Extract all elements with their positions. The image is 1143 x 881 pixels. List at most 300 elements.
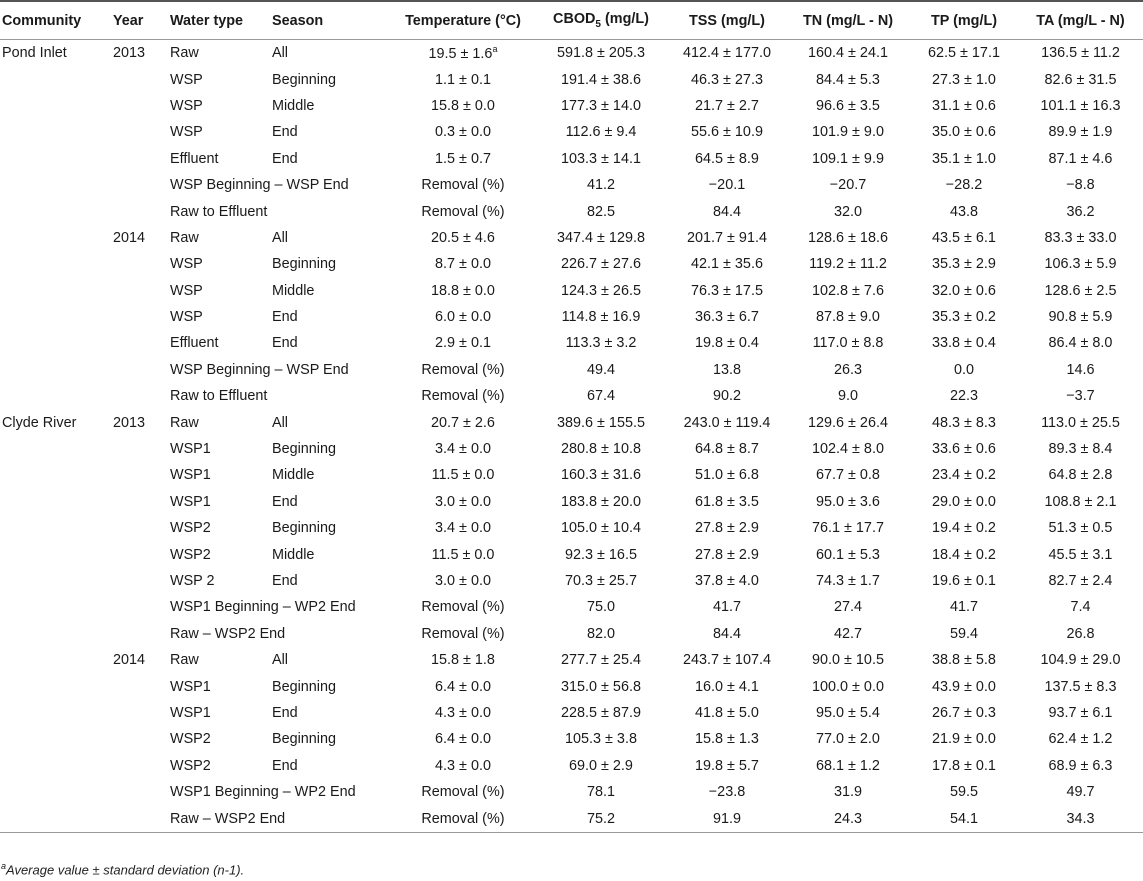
table-row: [0, 753, 1143, 779]
cell-tss: [668, 805, 786, 832]
cell-year: [113, 594, 170, 620]
cell-community: [0, 726, 113, 752]
cell-tp-value: 38.8 ± 5.8: [932, 652, 996, 669]
cell-ta-value: 104.9 ± 29.0: [1040, 652, 1121, 669]
cell-ta: [1018, 673, 1143, 699]
cell-tss: [668, 172, 786, 198]
cell-water-type: [170, 40, 272, 67]
table-row: [0, 489, 1143, 515]
cell-tp-value: 33.6 ± 0.6: [932, 441, 996, 458]
cell-year: [113, 700, 170, 726]
cell-tss: [668, 436, 786, 462]
cell-cbod-value: 347.4 ± 129.8: [557, 229, 645, 246]
cell-season-value: Beginning: [272, 731, 337, 748]
header-tn: TN (mg/L - N): [786, 1, 910, 40]
cell-tn-value: 117.0 ± 8.8: [812, 335, 884, 352]
cell-tp: [910, 673, 1018, 699]
cell-community: [0, 805, 113, 832]
table-row: [0, 568, 1143, 594]
cell-temperature: [392, 700, 534, 726]
cell-tss-value: 36.3 ± 6.7: [695, 309, 759, 326]
cell-tn-value: 74.3 ± 1.7: [816, 573, 880, 589]
cell-tn: [786, 621, 910, 647]
cell-water-type-value: WSP1: [170, 493, 211, 510]
cell-community: [0, 594, 113, 620]
cell-season: [272, 383, 392, 409]
cell-ta: [1018, 119, 1143, 145]
cell-water-type: [170, 278, 272, 304]
cell-season: [272, 700, 392, 726]
cell-water-type-value: Raw: [170, 414, 199, 431]
cell-tss-value: −20.1: [708, 177, 746, 194]
cell-year: [113, 541, 170, 567]
cell-temperature-value: Removal (%): [421, 625, 505, 642]
cell-community: [0, 330, 113, 356]
cell-tn-value: −20.7: [829, 177, 867, 194]
table-row: [0, 409, 1143, 435]
cell-temperature-value: 11.5 ± 0.0: [431, 546, 495, 563]
cell-ta-value: 7.4: [1070, 599, 1091, 616]
cell-tss-value: −23.8: [708, 784, 746, 801]
header-ta: TA (mg/L - N): [1018, 1, 1143, 40]
cell-tn-value: 67.7 ± 0.8: [816, 467, 880, 484]
cell-community: [0, 146, 113, 172]
cell-cbod: [534, 515, 668, 541]
cell-cbod-value: 75.2: [586, 810, 615, 827]
header-community: Community: [0, 1, 113, 40]
cell-tp-value: 17.8 ± 0.1: [932, 757, 996, 774]
cell-tn: [786, 700, 910, 726]
cell-cbod-value: 82.0: [586, 625, 615, 642]
cell-tp-value: 43.5 ± 6.1: [932, 229, 996, 246]
cell-cbod-value: 112.6 ± 9.4: [565, 124, 637, 141]
cell-water-type: [170, 779, 356, 805]
cell-cbod-value: 41.2: [586, 177, 615, 194]
cell-community: [0, 251, 113, 277]
cell-community: [0, 541, 113, 567]
cell-season: [272, 146, 392, 172]
cell-tn: [786, 251, 910, 277]
cell-temperature: [392, 198, 534, 224]
cell-tn-value: 77.0 ± 2.0: [816, 731, 880, 748]
cell-tn: [786, 198, 910, 224]
cell-cbod-value: 69.0 ± 2.9: [569, 757, 633, 774]
cell-ta: [1018, 409, 1143, 435]
cell-cbod: [534, 93, 668, 119]
cell-tn: [786, 172, 910, 198]
header-tss: TSS (mg/L): [668, 1, 786, 40]
cell-water-type-value: WSP2: [170, 731, 211, 748]
cell-tn: [786, 66, 910, 92]
cell-temperature: [392, 119, 534, 145]
cell-cbod-value: 70.3 ± 25.7: [565, 573, 637, 589]
cell-ta-value: 113.0 ± 25.5: [1041, 414, 1120, 431]
cell-season-value: End: [272, 493, 298, 510]
table-row: [0, 541, 1143, 567]
cell-tp-value: 19.6 ± 0.1: [932, 573, 996, 589]
cell-tss: [668, 489, 786, 515]
cell-cbod: [534, 805, 668, 832]
cell-tp: [910, 594, 1018, 620]
cell-water-type: [170, 726, 272, 752]
cell-cbod: [534, 146, 668, 172]
table-header: [0, 1, 1143, 40]
cell-ta-value: 137.5 ± 8.3: [1044, 678, 1117, 695]
cell-community: [0, 779, 113, 805]
cell-water-type-value: Raw – WSP2 End: [170, 810, 286, 827]
cell-ta: [1018, 805, 1143, 832]
cell-tss: [668, 726, 786, 752]
cell-tss-value: 37.8 ± 4.0: [695, 573, 759, 589]
table-row: [0, 700, 1143, 726]
cell-tss-value: 41.8 ± 5.0: [695, 704, 759, 721]
cell-season-value: End: [272, 124, 298, 141]
cell-temperature-value: 6.4 ± 0.0: [435, 731, 491, 748]
cell-ta: [1018, 330, 1143, 356]
cell-ta: [1018, 304, 1143, 330]
cell-tss-value: 42.1 ± 35.6: [691, 256, 763, 273]
cell-water-type: [170, 146, 272, 172]
cell-temperature-value: 6.0 ± 0.0: [435, 309, 491, 326]
cell-season-value: End: [272, 573, 298, 589]
cell-water-type-value: WSP: [170, 97, 203, 114]
cell-year: [113, 805, 170, 832]
cell-temperature: [392, 647, 534, 673]
cell-tp-value: 18.4 ± 0.2: [932, 546, 996, 563]
cell-tss-value: 91.9: [712, 810, 741, 827]
cell-tn-value: 119.2 ± 11.2: [809, 256, 887, 273]
cell-temperature-value: Removal (%): [421, 203, 505, 220]
cell-year-value: 2014: [113, 229, 146, 246]
cell-ta-value: 49.7: [1066, 784, 1095, 801]
cell-cbod-value: 277.7 ± 25.4: [561, 652, 641, 669]
cell-tn: [786, 805, 910, 832]
cell-season: [272, 93, 392, 119]
cell-water-type: [170, 225, 272, 251]
cell-cbod: [534, 462, 668, 488]
cell-water-type-value: WSP: [170, 124, 203, 141]
cell-tp-value: 48.3 ± 8.3: [932, 414, 996, 431]
cell-community: [0, 198, 113, 224]
table-row: [0, 673, 1143, 699]
header-cbod-prefix: CBOD: [553, 11, 596, 28]
cell-tp-value: 29.0 ± 0.0: [932, 493, 996, 510]
cell-season: [272, 673, 392, 699]
cell-tp: [910, 489, 1018, 515]
cell-temperature-value: 3.4 ± 0.0: [435, 441, 491, 458]
cell-temperature-value: 20.7 ± 2.6: [431, 414, 495, 431]
table-row: [0, 805, 1143, 832]
cell-season-value: End: [272, 704, 298, 721]
cell-tp: [910, 700, 1018, 726]
table-row: [0, 146, 1143, 172]
cell-tss: [668, 621, 786, 647]
cell-tn: [786, 753, 910, 779]
cell-temperature: [392, 66, 534, 92]
cell-temperature: [392, 409, 534, 435]
cell-water-type: [170, 119, 272, 145]
cell-cbod-value: 191.4 ± 38.6: [561, 71, 641, 88]
cell-season-value: End: [272, 757, 298, 774]
cell-ta-value: 90.8 ± 5.9: [1048, 309, 1113, 326]
cell-water-type-value: WSP: [170, 282, 203, 299]
cell-year: [113, 172, 170, 198]
cell-tn-value: 60.1 ± 5.3: [816, 546, 880, 563]
cell-temperature-value: Removal (%): [421, 361, 505, 378]
cell-tn-value: 87.8 ± 9.0: [816, 309, 880, 326]
header-cbod-subscript: 5: [595, 18, 601, 30]
cell-tss-value: 64.5 ± 8.9: [695, 150, 759, 167]
cell-water-type: [170, 753, 272, 779]
footnote: [1, 861, 244, 877]
table-row: [0, 330, 1143, 356]
cell-cbod: [534, 726, 668, 752]
cell-tn-value: 68.1 ± 1.2: [816, 757, 880, 774]
cell-year: [113, 489, 170, 515]
header-year: Year: [113, 1, 170, 40]
cell-temperature: [392, 489, 534, 515]
cell-tn: [786, 357, 910, 383]
cell-tn: [786, 225, 910, 251]
cell-temperature-value: 18.8 ± 0.0: [431, 282, 495, 299]
cell-tss: [668, 40, 786, 67]
footnote-text: Average value ± standard deviation (n-1).: [6, 862, 245, 878]
cell-cbod-value: 183.8 ± 20.0: [561, 493, 641, 510]
cell-temperature-value: Removal (%): [421, 784, 505, 801]
cell-season: [272, 40, 392, 67]
cell-temperature-value: 15.8 ± 1.8: [431, 652, 495, 669]
cell-ta-value: 82.7 ± 2.4: [1048, 573, 1113, 589]
cell-tss-value: 61.8 ± 3.5: [695, 493, 759, 510]
cell-tp: [910, 621, 1018, 647]
cell-temperature-value: 19.5 ± 1.6: [428, 46, 493, 63]
cell-tn: [786, 673, 910, 699]
cell-community: [0, 568, 113, 594]
cell-tp: [910, 753, 1018, 779]
cell-ta-value: 89.3 ± 8.4: [1048, 441, 1113, 458]
table-row: [0, 357, 1143, 383]
cell-water-type-value: Raw – WSP2 End: [170, 625, 286, 642]
cell-community: [0, 515, 113, 541]
cell-cbod: [534, 568, 668, 594]
cell-season-value: Beginning: [272, 520, 337, 537]
cell-tss: [668, 383, 786, 409]
cell-temperature-value: 3.0 ± 0.0: [435, 493, 491, 510]
cell-ta: [1018, 489, 1143, 515]
cell-cbod: [534, 330, 668, 356]
cell-ta: [1018, 40, 1143, 67]
table-row: [0, 40, 1143, 67]
cell-tp: [910, 304, 1018, 330]
cell-tss-value: 51.0 ± 6.8: [695, 467, 759, 484]
cell-ta-value: 86.4 ± 8.0: [1048, 335, 1113, 352]
cell-year: [113, 436, 170, 462]
cell-cbod-value: 280.8 ± 10.8: [561, 441, 641, 458]
cell-tn: [786, 489, 910, 515]
cell-tn-value: 129.6 ± 26.4: [808, 414, 888, 431]
table-body: [0, 40, 1143, 833]
cell-tss: [668, 278, 786, 304]
cell-community-value: Clyde River: [2, 414, 77, 431]
cell-cbod: [534, 198, 668, 224]
cell-tn: [786, 515, 910, 541]
cell-ta-value: 82.6 ± 31.5: [1044, 71, 1117, 88]
cell-ta: [1018, 594, 1143, 620]
cell-year: [113, 330, 170, 356]
cell-cbod-value: 114.8 ± 16.9: [561, 309, 641, 326]
header-row: [0, 1, 1143, 40]
cell-temperature: [392, 753, 534, 779]
cell-year: [113, 146, 170, 172]
cell-community: [0, 225, 113, 251]
cell-cbod-value: 105.3 ± 3.8: [565, 731, 637, 748]
cell-year: [113, 119, 170, 145]
cell-community: [0, 700, 113, 726]
cell-tss: [668, 541, 786, 567]
cell-season: [272, 726, 392, 752]
cell-ta: [1018, 515, 1143, 541]
cell-community: [0, 40, 113, 67]
cell-cbod: [534, 40, 668, 67]
footnote-marker: a: [1, 861, 7, 871]
cell-tn: [786, 647, 910, 673]
cell-cbod-value: 591.8 ± 205.3: [557, 45, 645, 62]
cell-tn-value: 90.0 ± 10.5: [812, 652, 884, 669]
cell-season: [272, 330, 392, 356]
cell-water-type-value: WSP2: [170, 757, 211, 774]
cell-tn-value: 100.0 ± 0.0: [812, 678, 884, 695]
cell-temperature-value: 4.3 ± 0.0: [435, 704, 491, 721]
cell-cbod-value: 67.4: [586, 388, 615, 405]
cell-cbod-value: 105.0 ± 10.4: [561, 520, 641, 537]
cell-community: [0, 278, 113, 304]
cell-tss: [668, 753, 786, 779]
cell-tp-value: 35.3 ± 2.9: [932, 256, 996, 273]
cell-tss: [668, 251, 786, 277]
cell-community-value: Pond Inlet: [2, 45, 67, 62]
cell-cbod: [534, 700, 668, 726]
cell-tn-value: 102.8 ± 7.6: [812, 282, 884, 299]
cell-season: [272, 462, 392, 488]
cell-temperature: [392, 383, 534, 409]
cell-tn: [786, 278, 910, 304]
cell-tp-value: 35.1 ± 1.0: [932, 150, 996, 167]
cell-water-type: [170, 304, 272, 330]
cell-temperature-value: 15.8 ± 0.0: [431, 97, 495, 114]
cell-ta: [1018, 436, 1143, 462]
cell-water-type-value: Raw to Effluent: [170, 388, 268, 405]
cell-tp-value: 19.4 ± 0.2: [932, 520, 996, 537]
cell-year-value: 2013: [113, 414, 146, 431]
cell-season: [272, 304, 392, 330]
cell-tp-value: 43.8: [949, 203, 978, 220]
cell-tss: [668, 225, 786, 251]
cell-year: [113, 515, 170, 541]
cell-temperature: [392, 673, 534, 699]
cell-ta: [1018, 726, 1143, 752]
cell-ta: [1018, 541, 1143, 567]
cell-water-type: [170, 647, 272, 673]
cell-community: [0, 409, 113, 435]
cell-tp: [910, 119, 1018, 145]
cell-season-value: All: [272, 414, 288, 431]
cell-season-value: Beginning: [272, 678, 337, 695]
cell-water-type-value: WSP Beginning – WSP End: [170, 361, 349, 378]
cell-temperature: [392, 278, 534, 304]
cell-tn: [786, 541, 910, 567]
cell-tss: [668, 119, 786, 145]
cell-tp-value: 59.4: [949, 625, 978, 642]
cell-temperature: [392, 805, 534, 832]
cell-tp-value: 41.7: [949, 599, 978, 616]
cell-year: [113, 779, 170, 805]
cell-cbod-value: 315.0 ± 56.8: [561, 678, 641, 695]
cell-tss: [668, 647, 786, 673]
cell-temperature: [392, 93, 534, 119]
table-row: [0, 66, 1143, 92]
cell-tn-value: 27.4: [833, 599, 862, 616]
cell-ta: [1018, 251, 1143, 277]
cell-community: [0, 357, 113, 383]
cell-tp: [910, 462, 1018, 488]
cell-tss-value: 19.8 ± 5.7: [695, 757, 759, 774]
cell-tn: [786, 568, 910, 594]
cell-temperature-value: 3.0 ± 0.0: [435, 573, 491, 589]
cell-tn-value: 160.4 ± 24.1: [808, 45, 888, 62]
table-row: [0, 779, 1143, 805]
table-row: [0, 726, 1143, 752]
cell-ta: [1018, 621, 1143, 647]
cell-water-type: [170, 673, 272, 699]
table-row: [0, 251, 1143, 277]
cell-season: [272, 647, 392, 673]
cell-season: [272, 621, 392, 647]
table-row: [0, 594, 1143, 620]
cell-water-type-value: WSP1 Beginning – WP2 End: [170, 784, 356, 801]
cell-season-value: Beginning: [272, 256, 337, 273]
cell-tp: [910, 647, 1018, 673]
cell-water-type-value: Raw to Effluent: [170, 203, 268, 220]
cell-season-value: End: [272, 335, 298, 352]
cell-ta: [1018, 700, 1143, 726]
cell-community: [0, 462, 113, 488]
table-row: [0, 172, 1143, 198]
cell-season: [272, 251, 392, 277]
cell-tp-value: 33.8 ± 0.4: [932, 335, 996, 352]
cell-ta-value: 93.7 ± 6.1: [1048, 704, 1113, 721]
cell-tp-value: 26.7 ± 0.3: [932, 704, 996, 721]
cell-ta-value: 89.9 ± 1.9: [1048, 124, 1113, 141]
cell-year: [113, 225, 170, 251]
cell-year: [113, 278, 170, 304]
cell-season: [272, 66, 392, 92]
cell-tss-value: 15.8 ± 1.3: [695, 731, 759, 748]
cell-season-value: All: [272, 652, 288, 669]
cell-cbod: [534, 172, 668, 198]
cell-water-type: [170, 805, 286, 832]
cell-tss: [668, 66, 786, 92]
cell-tp-value: 35.0 ± 0.6: [932, 124, 996, 141]
cell-tp: [910, 40, 1018, 67]
cell-tn-value: 109.1 ± 9.9: [812, 150, 884, 167]
cell-water-type-value: WSP: [170, 71, 203, 88]
cell-ta-value: 106.3 ± 5.9: [1044, 256, 1117, 273]
cell-tss: [668, 779, 786, 805]
cell-tss-value: 21.7 ± 2.7: [695, 97, 759, 114]
cell-temperature-value: Removal (%): [421, 388, 505, 405]
cell-temperature: [392, 779, 534, 805]
cell-water-type: [170, 462, 272, 488]
